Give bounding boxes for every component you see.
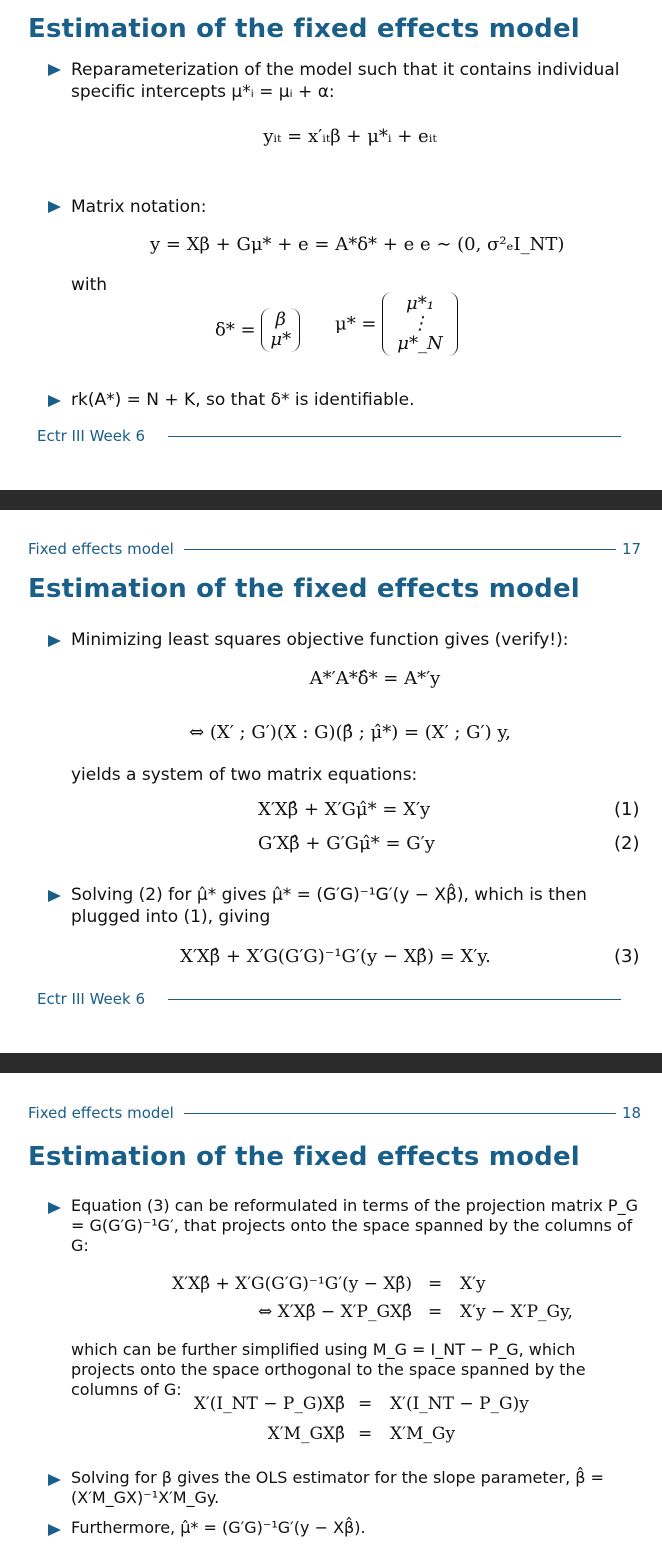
delta-vector	[261, 308, 300, 352]
slide1-footer: Ectr III Week 6	[37, 427, 145, 445]
slide2-eq2: G′Xβ̂ + G′Gμ̂* = G′y	[258, 833, 435, 854]
header-rule	[184, 1113, 616, 1114]
slide3-eq-row4-equals: =	[358, 1424, 373, 1444]
slide3-eq-row1-equals: =	[428, 1274, 443, 1294]
slide3-eq-row1-lhs: X′Xβ̂ + X′G(G′G)⁻¹G′(y − Xβ̂)	[172, 1274, 412, 1294]
slide3-bullet1: Equation (3) can be reformulated in terms of the projection matrix P_G = G(G′G)⁻¹G′, that projects onto the space spanned by the columns of G:	[71, 1196, 638, 1255]
slide1-eq-matrix: y = Xβ + Gμ* + e = A*δ* + e e ∼ (0, σ²ₑI_NT)	[150, 234, 565, 255]
slide2-eq3: X′Xβ̂ + X′G(G′G)⁻¹G′(y − Xβ̂) = X′y.	[180, 946, 491, 967]
slide3-eq-row2-lhs: ⇔ X′Xβ̂ − X′P_GXβ̂	[257, 1302, 412, 1322]
slide2-bullet2: Solving (2) for μ̂* gives μ̂* = (G′G)⁻¹G′(y − Xβ̂), which is then plugged into (1), giving	[71, 885, 587, 927]
slide2-footer: Ectr III Week 6	[37, 990, 145, 1008]
bullet-triangle-icon	[48, 890, 61, 902]
slide3-eq-row3-equals: =	[358, 1394, 373, 1414]
with-label: with	[71, 275, 108, 295]
slide3-eq-row2-rhs: X′y − X′P_Gy,	[460, 1302, 573, 1322]
slide3-title: Estimation of the fixed effects model	[28, 1142, 580, 1172]
slide2-eq3-number: (3)	[614, 946, 640, 967]
header-rule	[184, 549, 616, 550]
slide2-eq1: X′Xβ̂ + X′Gμ̂* = X′y	[258, 799, 431, 820]
slide3-bullet2: Solving for β gives the OLS estimator for the slope parameter, β̂ = (X′M_GX)⁻¹X′M_Gy.	[71, 1468, 604, 1507]
slide2-bullet1: Minimizing least squares objective function gives (verify!):	[71, 630, 569, 650]
mu-definition	[335, 292, 458, 356]
slide-separator	[0, 1053, 662, 1073]
bullet-triangle-icon	[48, 1202, 61, 1214]
mu-vector	[382, 292, 457, 356]
delta-lhs: δ* =	[215, 319, 256, 341]
bullet-triangle-icon	[48, 1524, 61, 1536]
bullet-triangle-icon	[48, 1474, 61, 1486]
slide3-eq-row3-rhs: X′(I_NT − P_G)y	[390, 1394, 529, 1414]
slide3-section-header: Fixed effects model	[28, 1104, 174, 1122]
slide3-eq-row4-lhs: X′M_GXβ̂	[267, 1424, 345, 1444]
slide3-page-number: 18	[622, 1104, 642, 1122]
slide-separator	[0, 490, 662, 510]
slide3-eq-row4-rhs: X′M_Gy	[390, 1424, 456, 1444]
delta-definition	[215, 308, 300, 352]
slide2-eq2-number: (2)	[614, 833, 640, 854]
slide2-yields-text: yields a system of two matrix equations:	[71, 765, 418, 785]
slide2-eq-normal: A*′A*δ̂* = A*′y	[309, 668, 441, 689]
slide3-eq-row3-lhs: X′(I_NT − P_G)Xβ̂	[193, 1394, 345, 1414]
bullet-triangle-icon	[48, 395, 61, 407]
slide3-eq-row2-equals: =	[428, 1302, 443, 1322]
slide2-title: Estimation of the fixed effects model	[28, 574, 580, 604]
slide2-section-header: Fixed effects model	[28, 540, 174, 558]
slide3-eq-row1-rhs: X′y	[460, 1274, 486, 1294]
mu-vector-entry: μ*₁	[406, 293, 434, 314]
footer-rule	[168, 999, 621, 1000]
mu-vector-entry: ⋮	[410, 313, 429, 334]
slide2-eq-partitioned: ⇔ (X′ ; G′)(X : G)(β̂ ; μ̂*) = (X′ ; G′) y,	[189, 722, 511, 743]
slide1-bullet2: Matrix notation:	[71, 197, 207, 217]
slide1-bullet1: Reparameterization of the model such that it contains individual specific intercepts μ*ᵢ = μᵢ + α:	[71, 60, 620, 102]
slide1-title: Estimation of the fixed effects model	[28, 14, 580, 44]
mu-lhs: μ* =	[335, 313, 377, 335]
slide3-mid-text: which can be further simplified using M_G = I_NT − P_G, which projects onto the space orthogonal to the space spanned by the columns of G:	[71, 1340, 586, 1399]
footer-rule	[168, 436, 621, 437]
slide1-bullet3: rk(A*) = N + K, so that δ* is identifiable.	[71, 390, 415, 410]
delta-vector-entry: β	[275, 309, 286, 330]
slide2-eq1-number: (1)	[614, 799, 640, 820]
delta-vector-entry: μ*	[270, 329, 292, 350]
slide1-eq-model: yᵢₜ = x′ᵢₜβ + μ*ᵢ + eᵢₜ	[263, 126, 437, 147]
bullet-triangle-icon	[48, 64, 61, 76]
bullet-triangle-icon	[48, 635, 61, 647]
slide3-bullet3: Furthermore, μ̂* = (G′G)⁻¹G′(y − Xβ̂).	[71, 1518, 366, 1537]
slide2-page-number: 17	[622, 540, 642, 558]
bullet-triangle-icon	[48, 201, 61, 213]
mu-vector-entry: μ*_N	[397, 333, 443, 354]
